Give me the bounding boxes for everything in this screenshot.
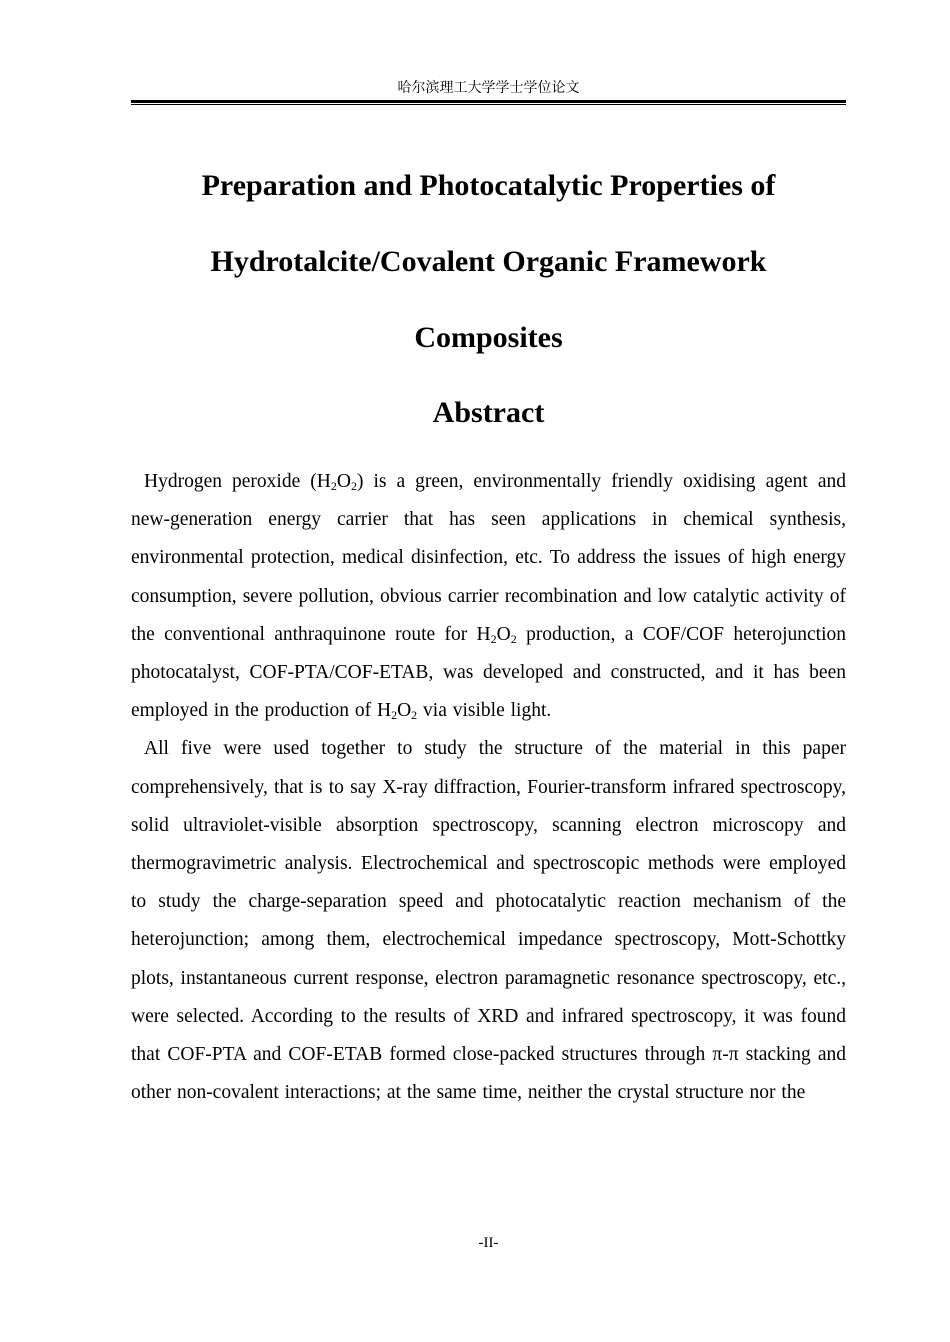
abstract-body — [131, 463, 846, 1112]
header-rule-thin — [131, 104, 846, 105]
header-rule-thick — [131, 100, 846, 103]
abstract-paragraph-1 — [131, 463, 846, 730]
thesis-title — [131, 148, 846, 376]
p1-text-4: O — [496, 623, 511, 645]
running-header: 哈尔滨理工大学学士学位论文 — [397, 80, 580, 96]
page-number: -II- — [478, 1235, 499, 1251]
subscript-2: 2 — [490, 631, 497, 646]
p1-text-5: production, a COF/COF heterojunction photocatalyst, COF-PTA/COF-ETAB, was developed and constructed, and it has been employed in the production of H — [131, 623, 846, 722]
p1-text-3: ) is a green, environmentally friendly oxidising agent and new-generation energy carrier that has seen applications in chemical synthesis, environmental protection, medical disinfection, etc. To address the issues of high energy consumption, severe pollution, obvious carrier recombination and low catalytic activity of the conventional anthraquinone route for H — [131, 471, 846, 645]
subscript-2: 2 — [350, 479, 357, 493]
title-line-2: Hydrotalcite/Covalent Organic Framework — [210, 245, 767, 278]
title-line-1: Preparation and Photocatalytic Properties of — [201, 169, 776, 202]
p1-text-2: O — [336, 471, 351, 492]
abstract-paragraph-2: All five were used together to study the structure of the material in this paper comprehensively, that is to say X-ray diffraction, Fourier-transform infrared spectroscopy, solid ultraviolet-visible absorption spectroscopy, scanning electron microscopy and thermogravimetric analysis. Electrochemical and spectroscopic methods were employed to study the charge-separation speed and photocatalytic reaction mechanism of the heterojunction; among them, electrochemical impedance spectroscopy, Mott-Schottky plots, instantaneous current response, electron paramagnetic resonance spectroscopy, etc., were selected. According to the results of XRD and infrared spectroscopy, it was found that COF-PTA and COF-ETAB formed close-packed structures through π-π stacking and other non-covalent interactions; at the same time, neither the crystal structure nor the — [131, 738, 846, 1104]
p1-text-6: O — [397, 700, 412, 722]
subscript-2: 2 — [510, 631, 517, 646]
p1-text-1: Hydrogen peroxide (H — [144, 471, 331, 492]
subscript-2: 2 — [391, 708, 398, 723]
title-line-3: Composites — [414, 321, 563, 354]
subscript-2: 2 — [411, 708, 418, 723]
subscript-2: 2 — [330, 479, 337, 493]
abstract-heading: Abstract — [432, 396, 545, 429]
p1-text-7: via visible light. — [417, 700, 552, 722]
